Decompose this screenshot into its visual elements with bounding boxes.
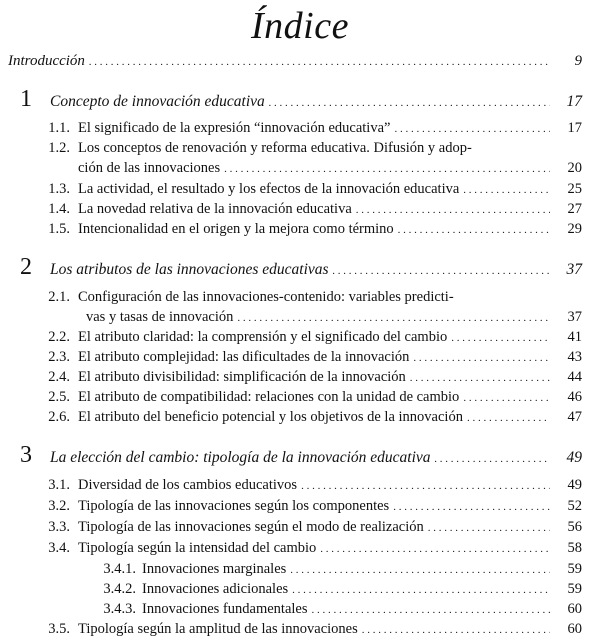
section-number: 3.2. <box>48 498 70 514</box>
dot-leader <box>410 368 550 387</box>
section-page: 20 <box>567 160 582 176</box>
toc-section-3-5[interactable] <box>22 620 582 639</box>
section-page: 46 <box>567 389 582 405</box>
toc-section-2-1[interactable] <box>22 288 582 306</box>
dot-leader <box>467 408 550 427</box>
dot-leader <box>237 308 550 327</box>
toc-section-2-3[interactable] <box>22 348 582 367</box>
section-number: 2.2. <box>48 329 70 345</box>
section-title: El significado de la expresión “innovación educativa” <box>78 120 391 136</box>
section-number: 1.5. <box>48 221 70 237</box>
section-page: 29 <box>567 221 582 237</box>
toc-section-2-6[interactable] <box>22 408 582 427</box>
section-title: El atributo divisibilidad: simplificación de la innovación <box>78 369 406 385</box>
chapter-page: 37 <box>566 261 582 278</box>
section-page: 49 <box>567 477 582 493</box>
toc-section-1-1[interactable] <box>22 119 582 138</box>
dot-leader <box>451 328 550 347</box>
toc-chapter-3[interactable] <box>20 442 582 468</box>
dot-leader <box>362 620 550 639</box>
section-title: Tipología de las innovaciones según los componentes <box>78 498 390 514</box>
section-title: Innovaciones adicionales <box>142 581 289 597</box>
dot-leader <box>333 261 550 280</box>
dot-leader <box>435 449 550 468</box>
chapter-number: 1 <box>20 86 32 112</box>
dot-leader <box>301 476 550 495</box>
dot-leader <box>224 159 550 178</box>
section-number: 1.3. <box>48 181 70 197</box>
section-title: El atributo complejidad: las dificultades de la innovación <box>78 349 410 365</box>
section-title: Intencionalidad en el origen y la mejora como término <box>78 221 394 237</box>
dot-leader <box>463 388 550 407</box>
toc-section-1-2[interactable] <box>22 139 582 157</box>
section-number: 3.4. <box>48 540 70 556</box>
section-title: Tipología según la intensidad del cambio <box>78 540 317 556</box>
toc-section-3-2[interactable] <box>22 497 582 516</box>
section-title: Los conceptos de renovación y reforma educativa. Difusión y adop- <box>78 140 472 156</box>
chapter-number: 2 <box>20 254 32 280</box>
chapter-title: Los atributos de las innovaciones educativas <box>50 261 329 278</box>
section-title: La actividad, el resultado y los efectos de la innovación educativa <box>78 181 460 197</box>
section-page: 59 <box>567 561 582 577</box>
section-page: 58 <box>567 540 582 556</box>
section-number: 2.3. <box>48 349 70 365</box>
toc-chapter-2[interactable] <box>20 254 582 280</box>
section-title: Configuración de las innovaciones-contenido: variables predicti- <box>78 289 454 305</box>
section-number: 3.1. <box>48 477 70 493</box>
chapter-title: La elección del cambio: tipología de la innovación educativa <box>50 449 431 466</box>
section-page: 17 <box>567 120 582 136</box>
dot-leader <box>413 348 550 367</box>
dot-leader <box>290 560 550 579</box>
toc-section-3-4-3[interactable] <box>78 600 582 619</box>
toc-chapter-1[interactable] <box>20 86 582 112</box>
section-page: 52 <box>567 498 582 514</box>
section-page: 59 <box>567 581 582 597</box>
chapter-page: 17 <box>566 93 582 110</box>
section-page: 37 <box>567 309 582 325</box>
section-title: El atributo de compatibilidad: relaciones con la unidad de cambio <box>78 389 460 405</box>
chapter-number: 3 <box>20 442 32 468</box>
toc-section-1-2-cont[interactable] <box>78 159 582 178</box>
toc-section-3-1[interactable] <box>22 476 582 495</box>
section-page: 47 <box>567 409 582 425</box>
section-page: 56 <box>567 519 582 535</box>
toc-section-1-5[interactable] <box>22 220 582 239</box>
dot-leader <box>398 220 550 239</box>
section-number: 2.4. <box>48 369 70 385</box>
toc-section-2-5[interactable] <box>22 388 582 407</box>
section-page: 27 <box>567 201 582 217</box>
section-number: 1.2. <box>48 140 70 156</box>
section-title: El atributo claridad: la comprensión y el significado del cambio <box>78 329 448 345</box>
dot-leader <box>356 200 550 219</box>
section-number: 1.4. <box>48 201 70 217</box>
toc-section-3-4-2[interactable] <box>78 580 582 599</box>
toc-section-3-4-1[interactable] <box>78 560 582 579</box>
section-title: Innovaciones fundamentales <box>142 601 308 617</box>
dot-leader <box>428 518 550 537</box>
section-page: 60 <box>567 621 582 637</box>
toc-section-2-4[interactable] <box>22 368 582 387</box>
section-number: 1.1. <box>48 120 70 136</box>
dot-leader <box>311 600 550 619</box>
dot-leader <box>89 52 550 71</box>
section-title-continuation: vas y tasas de innovación <box>86 309 234 325</box>
toc-entry-text: Introducción <box>8 53 85 69</box>
section-title: Innovaciones marginales <box>142 561 287 577</box>
section-page: 43 <box>567 349 582 365</box>
toc-section-3-4[interactable] <box>22 539 582 558</box>
dot-leader <box>292 580 550 599</box>
section-number: 3.4.3. <box>103 601 136 617</box>
section-title: Tipología de las innovaciones según el modo de realización <box>78 519 424 535</box>
toc-entry-introduccion[interactable] <box>8 52 582 71</box>
dot-leader <box>393 497 550 516</box>
section-number: 3.3. <box>48 519 70 535</box>
page-title: Índice <box>251 5 349 47</box>
toc-section-2-1-cont[interactable] <box>86 308 582 327</box>
toc-section-2-2[interactable] <box>22 328 582 347</box>
toc-entry-page: 9 <box>574 53 582 69</box>
toc-section-1-4[interactable] <box>22 200 582 219</box>
section-page: 25 <box>567 181 582 197</box>
dot-leader <box>269 93 550 112</box>
section-title: La novedad relativa de la innovación educativa <box>78 201 352 217</box>
section-page: 60 <box>567 601 582 617</box>
dot-leader <box>320 539 550 558</box>
toc-section-3-3[interactable] <box>22 518 582 537</box>
section-title: Tipología según la amplitud de las innovaciones <box>78 621 358 637</box>
section-number: 3.4.2. <box>103 581 136 597</box>
chapter-page: 49 <box>566 449 582 466</box>
toc-section-1-3[interactable] <box>22 180 582 199</box>
section-title: Diversidad de los cambios educativos <box>78 477 298 493</box>
chapter-title: Concepto de innovación educativa <box>50 93 265 110</box>
section-number: 2.1. <box>48 289 70 305</box>
section-page: 41 <box>567 329 582 345</box>
dot-leader <box>394 119 550 138</box>
section-number: 3.5. <box>48 621 70 637</box>
section-title: El atributo del beneficio potencial y los objetivos de la innovación <box>78 409 463 425</box>
dot-leader <box>463 180 550 199</box>
section-number: 3.4.1. <box>103 561 136 577</box>
section-page: 44 <box>567 369 582 385</box>
section-number: 2.5. <box>48 389 70 405</box>
section-number: 2.6. <box>48 409 70 425</box>
section-title-continuation: ción de las innovaciones <box>78 160 221 176</box>
